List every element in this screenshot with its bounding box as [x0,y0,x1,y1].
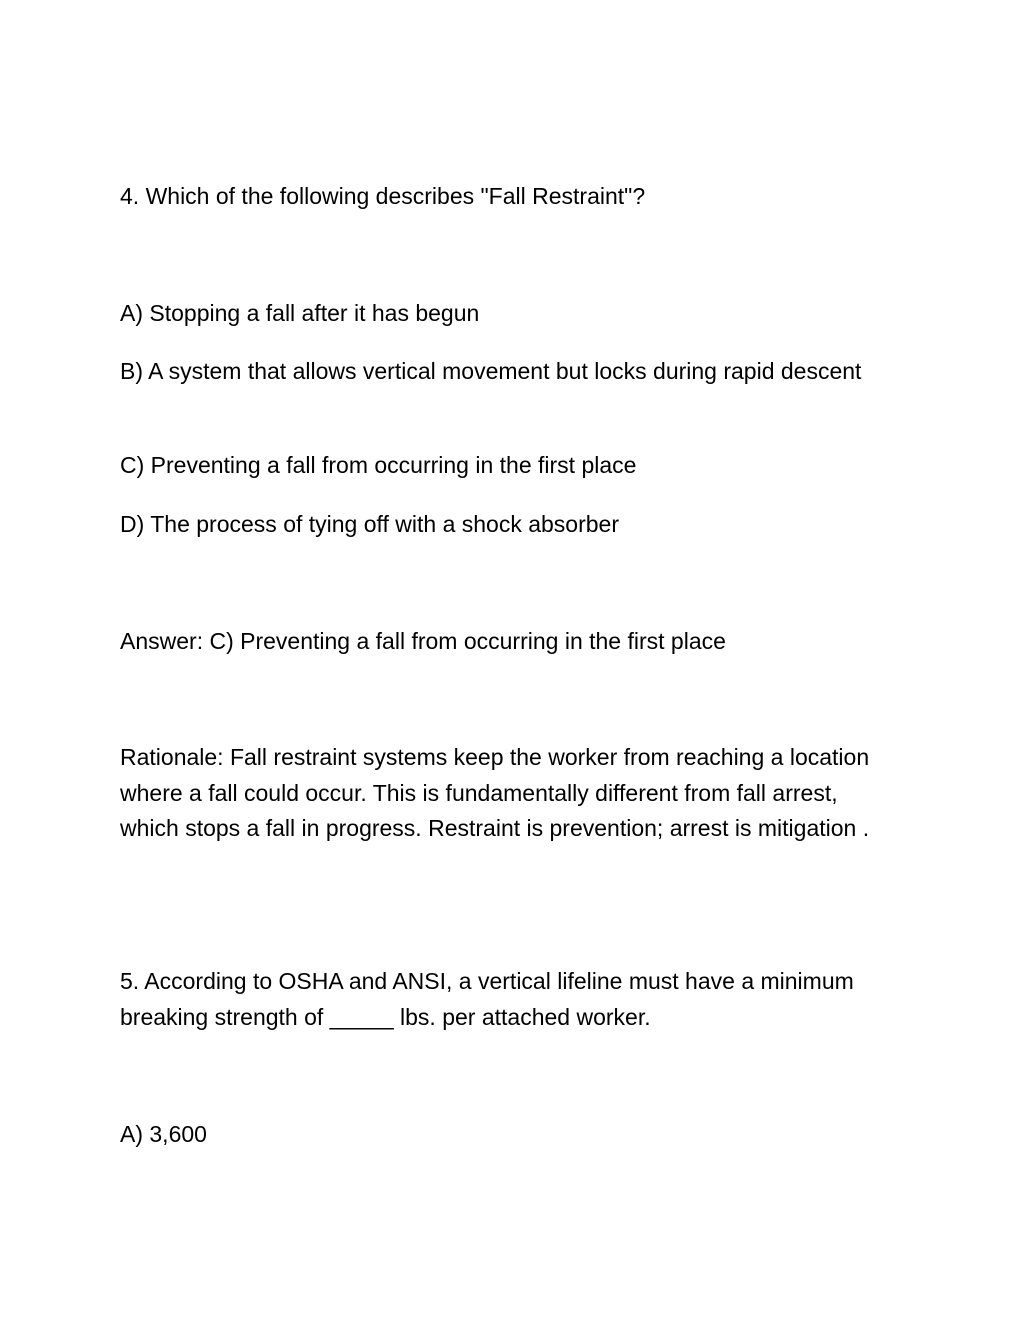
question-4-prompt: 4. Which of the following describes "Fall Restraint"? [120,183,646,209]
question-4-option-d: D) The process of tying off with a shock absorber [120,511,620,537]
question-4-rationale: Rationale: Fall restraint systems keep the worker from reaching a location where a fall could occur. This is fundamentally different from fall arrest, which stops a fall in progress. Restraint is prevention; arrest is mitigation . [120,744,870,841]
question-4-option-a: A) Stopping a fall after it has begun [120,300,480,326]
question-4-answer: Answer: C) Preventing a fall from occurring in the first place [120,628,726,654]
question-5-option-a: A) 3,600 [120,1121,207,1147]
question-4-option-c: C) Preventing a fall from occurring in the first place [120,452,637,478]
question-5-prompt: 5. According to OSHA and ANSI, a vertical lifeline must have a minimum breaking strength of _____ lbs. per attached worker. [120,968,854,1030]
question-4-option-b: B) A system that allows vertical movement but locks during rapid descent [120,358,862,384]
